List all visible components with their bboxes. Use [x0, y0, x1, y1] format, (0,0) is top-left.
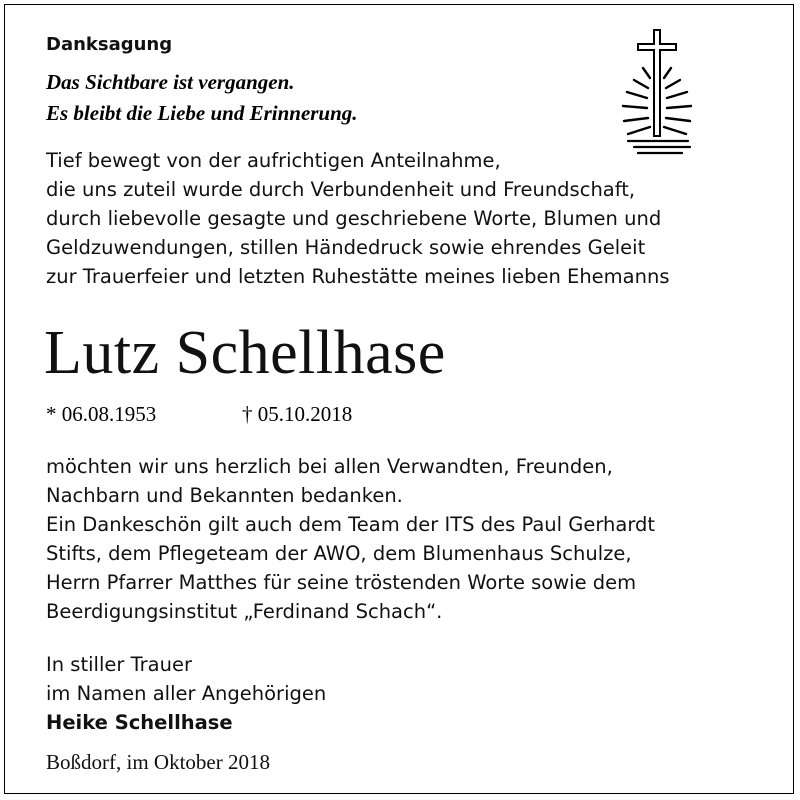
- cross-sunrise-icon: [612, 28, 722, 162]
- signer-name: Heike Schellhase: [46, 711, 233, 734]
- motto-line-2: Es bleibt die Liebe und Erinnerung.: [46, 101, 358, 125]
- thanks-line: Herrn Pfarrer Matthes für seine tröstenden Worte sowie dem: [46, 571, 637, 594]
- notice-heading: Danksagung: [46, 34, 173, 55]
- intro-line: Tief bewegt von der aufrichtigen Anteilnahme,: [46, 149, 501, 172]
- closing-line: im Namen aller Angehörigen: [46, 682, 327, 705]
- deceased-name: Lutz Schellhase: [44, 319, 446, 387]
- intro-line: die uns zuteil wurde durch Verbundenheit und Freundschaft,: [46, 178, 636, 201]
- place-date: Boßdorf, im Oktober 2018: [46, 750, 270, 774]
- intro-line: zur Trauerfeier und letzten Ruhestätte meines lieben Ehemanns: [46, 265, 670, 288]
- thanks-line: Nachbarn und Bekannten bedanken.: [46, 484, 403, 507]
- thanks-text: [46, 452, 655, 626]
- thanks-line: Stifts, dem Pflegeteam der AWO, dem Blumenhaus Schulze,: [46, 542, 632, 565]
- intro-line: Geldzuwendungen, stillen Händedruck sowie ehrendes Geleit: [46, 236, 646, 259]
- birth-date: * 06.08.1953: [46, 402, 157, 426]
- intro-line: durch liebevolle gesagte und geschriebene Worte, Blumen und: [46, 207, 662, 230]
- closing-text: [46, 650, 326, 737]
- thanks-line: möchten wir uns herzlich bei allen Verwandten, Freunden,: [46, 455, 613, 478]
- closing-line: In stiller Trauer: [46, 653, 192, 676]
- death-date: † 05.10.2018: [242, 402, 353, 426]
- thanks-line: Ein Dankeschön gilt auch dem Team der ITS des Paul Gerhardt: [46, 513, 656, 536]
- thanks-line: Beerdigungsinstitut „Ferdinand Schach“.: [46, 600, 443, 623]
- intro-text: [46, 146, 670, 291]
- motto-line-1: Das Sichtbare ist vergangen.: [46, 70, 295, 94]
